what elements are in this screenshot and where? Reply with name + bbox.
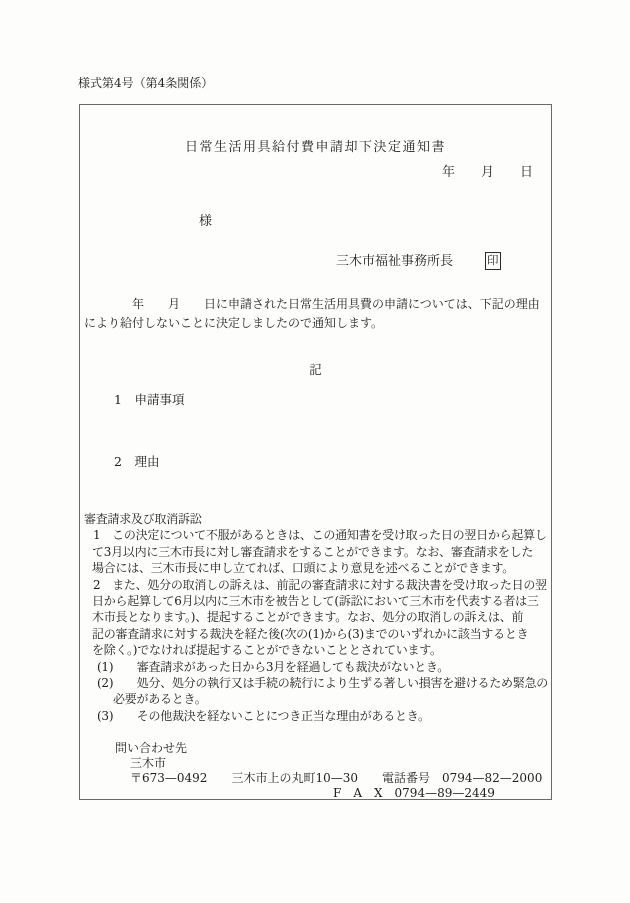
appeal-line: て3月以内に三木市長に対し審査請求をすることができます。なお、審査請求をした <box>92 544 534 559</box>
appeal-subitem-line: (1) 審査請求があった日から3月を経過しても裁決がないとき。 <box>97 659 450 674</box>
appeal-line: 日から起算して6月以内に三木市を被告として(訴訟において三木市を代表する者は三 <box>92 594 539 609</box>
addressee-honorific: 様 <box>199 214 213 229</box>
seal-placeholder-box: 印 <box>485 252 501 270</box>
form-number-label: 様式第4号（第4条関係） <box>78 76 214 90</box>
document-frame <box>79 104 552 800</box>
appeal-line: 記の審査請求に対する裁決を経た後(次の(1)から(3)までのいずれかに該当するとき <box>92 626 529 641</box>
issuer-line <box>336 250 501 270</box>
appeal-line: 2 また、処分の取消しの訴えは、前記の審査請求に対する裁決書を受け取った日の翌 <box>93 577 547 592</box>
appeal-heading: 審査請求及び取消訴訟 <box>84 512 202 526</box>
item-application-matters: 1 申請事項 <box>114 392 185 407</box>
appeal-subitem-line: 必要があるとき。 <box>113 692 207 707</box>
body-line: により給付しないことに決定しましたので通知します。 <box>84 316 384 330</box>
contact-heading: 問い合わせ先 <box>115 741 188 755</box>
appeal-line: を除く。)でなければ提起することができないこととされています。 <box>92 643 442 658</box>
date-line: 年 月 日 <box>442 165 534 180</box>
contact-address-phone: 〒673—0492 三木市上の丸町10—30 電話番号 0794—82—2000 <box>130 771 543 785</box>
appeal-subitem-line: (2) 処分、処分の執行又は手続の続行により生ずる著しい損害を避けるため緊急の <box>97 676 549 691</box>
contact-organization: 三木市 <box>130 756 167 770</box>
appeal-subitem-line: (3) その他裁決を経ないことにつき正当な理由があるとき。 <box>97 708 430 723</box>
body-line: 年 月 日に申請された日常生活用具費の申請については、下記の理由 <box>84 297 540 311</box>
appeal-line: 木市長となります。)、提起することができます。なお、処分の取消しの訴えは、前 <box>92 610 524 625</box>
appeal-line: 場合には、三木市長に申し立てれば、口頭により意見を述べることができます。 <box>92 561 515 576</box>
issuer-title: 三木市福祉事務所長 <box>336 254 454 269</box>
ki-heading: 記 <box>309 362 322 377</box>
appeal-section <box>80 511 551 724</box>
appeal-line: 1 この決定について不服があるときは、この通知書を受け取った日の翌日から起算し <box>93 528 547 543</box>
contact-section <box>80 741 551 801</box>
contact-fax: F A X 0794—89—2449 <box>333 786 495 800</box>
item-reason: 2 理由 <box>114 454 160 469</box>
notification-paragraph <box>84 295 549 333</box>
document-title: 日常生活用具給付費申請却下決定通知書 <box>184 140 446 155</box>
